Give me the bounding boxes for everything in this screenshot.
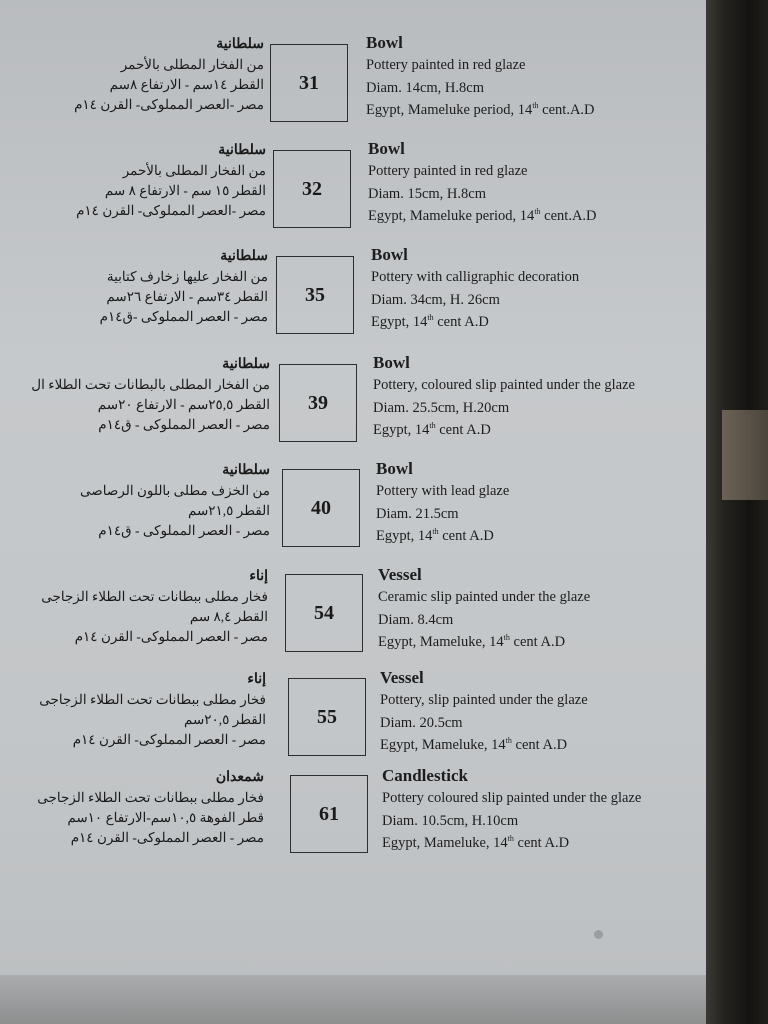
catalog-entry xyxy=(0,564,706,664)
catalog-number: 40 xyxy=(282,469,360,547)
object-title: Bowl xyxy=(371,245,408,264)
object-origin: Egypt, Mameluke, 14th cent A.D xyxy=(382,834,570,851)
object-origin: Egypt, Mameluke, 14th cent A.D xyxy=(380,736,568,753)
arabic-origin: مصر - العصر المملوكى - ق١٤م xyxy=(98,523,270,538)
catalog-entry xyxy=(0,765,706,865)
arabic-description xyxy=(39,670,266,750)
arabic-description xyxy=(41,567,268,647)
arabic-dimensions: القطر ٨,٤ سم xyxy=(189,609,268,624)
arabic-title: سلطانية xyxy=(222,357,270,372)
paper-bottom-edge xyxy=(0,975,706,1024)
arabic-dimensions: القطر ٢٥,٥سم - الارتفاع ٢٠سم xyxy=(97,397,270,412)
arabic-material: من الفخار عليها زخارف كتابية xyxy=(106,269,268,284)
object-material: Pottery painted in red glaze xyxy=(366,57,526,73)
object-title: Bowl xyxy=(366,33,403,52)
arabic-material: فخار مطلى ببطانات تحت الطلاء الزجاجى xyxy=(37,790,264,805)
arabic-dimensions: القطر ٣٤سم - الارتفاع ٢٦سم xyxy=(106,289,268,304)
arabic-origin: مصر - العصر المملوكى -ق١٤م xyxy=(99,309,268,324)
object-material: Pottery, slip painted under the glaze xyxy=(380,692,588,708)
arabic-material: من الخزف مطلى باللون الرصاصى xyxy=(79,483,270,498)
english-description xyxy=(368,138,597,228)
object-dimensions: Diam. 14cm, H.8cm xyxy=(366,79,484,96)
catalog-number: 32 xyxy=(273,150,351,228)
object-material: Pottery with calligraphic decoration xyxy=(371,269,580,285)
arabic-material: فخار مطلى ببطانات تحت الطلاء الزجاجى xyxy=(39,692,266,707)
object-dimensions: Diam. 25.5cm, H.20cm xyxy=(373,399,510,416)
object-title: Bowl xyxy=(373,353,410,372)
object-dimensions: Diam. 10.5cm, H.10cm xyxy=(382,812,519,829)
object-origin: Egypt, Mameluke period, 14th cent.A.D xyxy=(368,207,597,224)
object-origin: Egypt, 14th cent A.D xyxy=(376,527,494,544)
object-dimensions: Diam. 21.5cm xyxy=(376,505,459,522)
arabic-material: من الفخار المطلى بالأحمر xyxy=(120,57,264,72)
object-material: Ceramic slip painted under the glaze xyxy=(378,589,591,605)
arabic-description xyxy=(76,141,266,221)
catalog-entry xyxy=(0,458,706,558)
catalog-number: 55 xyxy=(288,678,366,756)
arabic-origin: مصر -العصر المملوكى- القرن ١٤م xyxy=(74,97,264,112)
catalog-number: 31 xyxy=(270,44,348,122)
object-material: Pottery coloured slip painted under the glaze xyxy=(382,790,642,806)
arabic-material: فخار مطلى ببطانات تحت الطلاء الزجاجى xyxy=(41,589,268,604)
english-description xyxy=(378,564,590,654)
catalog-number: 54 xyxy=(285,574,363,652)
display-frame-edge xyxy=(706,0,768,1024)
arabic-origin: مصر - العصر المملوكى- القرن ١٤م xyxy=(72,732,266,747)
arabic-dimensions: القطر ٢١,٥سم xyxy=(187,503,270,518)
object-dimensions: Diam. 34cm, H. 26cm xyxy=(371,291,500,308)
catalog-number: 35 xyxy=(276,256,354,334)
catalog-entry xyxy=(0,32,706,132)
arabic-title: إناء xyxy=(247,672,266,687)
arabic-description xyxy=(74,35,264,115)
english-description xyxy=(371,244,579,334)
arabic-material: من الفخار المطلى بالبطانات تحت الطلاء ال xyxy=(31,377,270,392)
arabic-origin: مصر - العصر المملوكى - ق١٤م xyxy=(98,417,270,432)
english-description xyxy=(373,352,635,442)
arabic-material: من الفخار المطلى بالأحمر xyxy=(122,163,266,178)
arabic-origin: مصر -العصر المملوكى- القرن ١٤م xyxy=(76,203,266,218)
arabic-dimensions: القطر ٢٠,٥سم xyxy=(183,712,266,727)
catalog-number: 61 xyxy=(290,775,368,853)
arabic-title: سلطانية xyxy=(222,463,270,478)
english-description xyxy=(380,667,588,757)
object-origin: Egypt, 14th cent A.D xyxy=(373,421,491,438)
catalog-entry xyxy=(0,352,706,452)
catalog-entry xyxy=(0,667,706,767)
object-material: Pottery painted in red glaze xyxy=(368,163,528,179)
english-description xyxy=(382,765,641,855)
arabic-title: شمعدان xyxy=(215,770,264,785)
object-title: Candlestick xyxy=(382,766,468,785)
paper-spot xyxy=(594,930,603,939)
object-title: Vessel xyxy=(378,565,422,584)
catalog-entry xyxy=(0,244,706,344)
arabic-title: سلطانية xyxy=(220,249,268,264)
arabic-dimensions: قطر الفوهة ١٠,٥سم-الارتفاع ١٠سم xyxy=(67,810,264,825)
object-material: Pottery, coloured slip painted under the glaze xyxy=(373,377,635,393)
object-dimensions: Diam. 8.4cm xyxy=(378,611,454,628)
arabic-origin: مصر - العصر المملوكى- القرن ١٤م xyxy=(70,830,264,845)
arabic-title: سلطانية xyxy=(216,37,264,52)
arabic-dimensions: القطر ١٤سم - الارتفاع ٨سم xyxy=(109,77,264,92)
catalog-number: 39 xyxy=(279,364,357,442)
arabic-description xyxy=(37,768,264,848)
english-description xyxy=(376,458,509,548)
object-title: Vessel xyxy=(380,668,424,687)
english-description xyxy=(366,32,595,122)
object-origin: Egypt, 14th cent A.D xyxy=(371,313,489,330)
object-dimensions: Diam. 20.5cm xyxy=(380,714,463,731)
object-title: Bowl xyxy=(368,139,405,158)
frame-reflection xyxy=(722,410,768,500)
arabic-title: إناء xyxy=(249,569,268,584)
object-origin: Egypt, Mameluke period, 14th cent.A.D xyxy=(366,101,595,118)
object-origin: Egypt, Mameluke, 14th cent A.D xyxy=(378,633,566,650)
arabic-title: سلطانية xyxy=(218,143,266,158)
object-dimensions: Diam. 15cm, H.8cm xyxy=(368,185,486,202)
object-title: Bowl xyxy=(376,459,413,478)
catalog-entry xyxy=(0,138,706,238)
object-material: Pottery with lead glaze xyxy=(376,483,510,499)
arabic-dimensions: القطر ١٥ سم - الارتفاع ٨ سم xyxy=(104,183,266,198)
arabic-description xyxy=(31,355,270,435)
arabic-origin: مصر - العصر المملوكى- القرن ١٤م xyxy=(74,629,268,644)
arabic-description xyxy=(80,461,270,541)
arabic-description xyxy=(100,247,268,327)
